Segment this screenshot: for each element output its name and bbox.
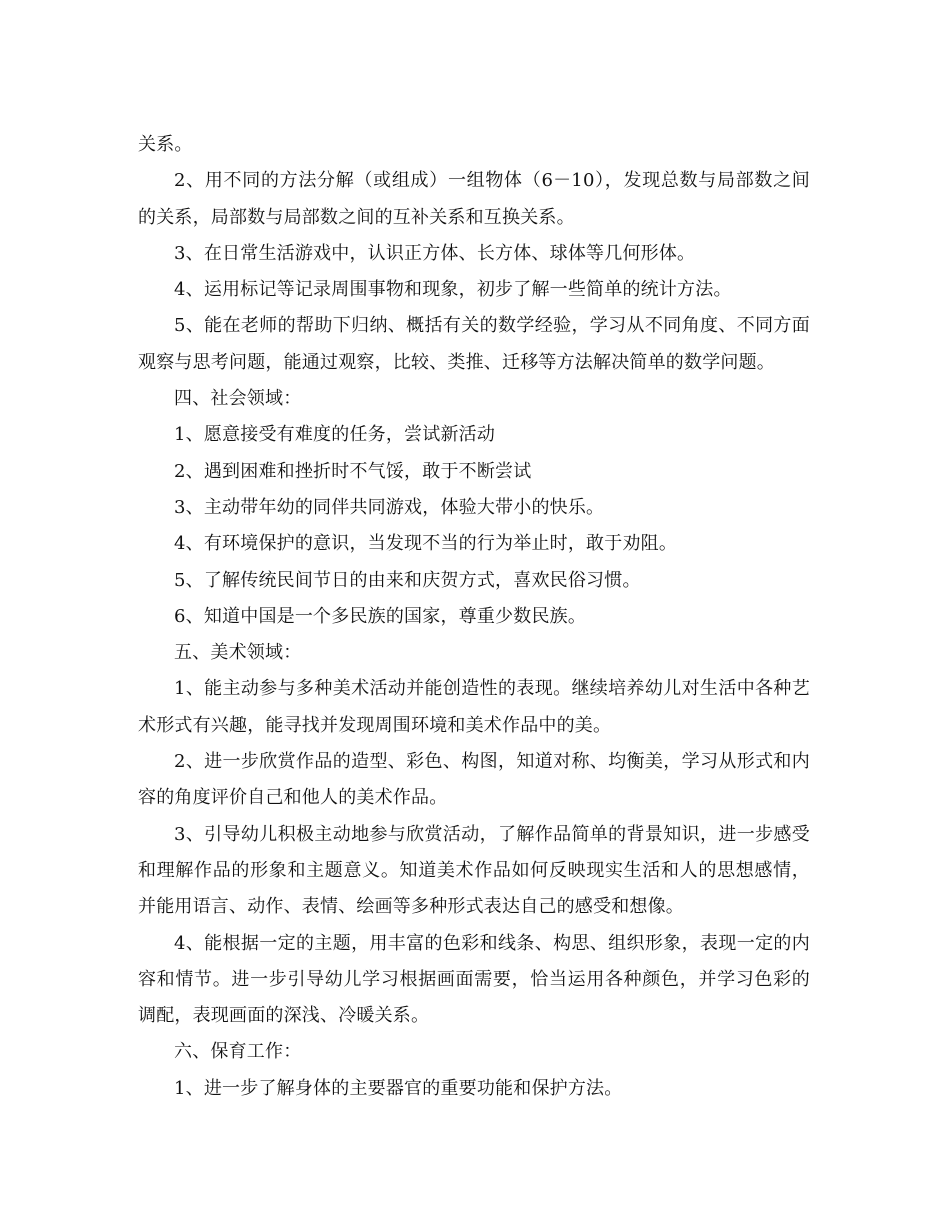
paragraph: 5、了解传统民间节日的由来和庆贺方式，喜欢民俗习惯。 — [174, 569, 641, 591]
paragraph: 1、进一步了解身体的主要器官的重要功能和保护方法。 — [174, 1077, 623, 1099]
paragraph: 2、遇到困难和挫折时不气馁，敢于不断尝试 — [174, 460, 532, 482]
paragraph: 4、能根据一定的主题，用丰富的色彩和线条、构思、组织形象，表现一定的内容和情节。进一步引导幼儿学习根据画面需要，恰当运用各种颜色，并学习色彩的调配，表现画面的深浅、冷暖关系。 — [138, 932, 810, 1027]
section-heading: 四、社会领域： — [174, 388, 302, 410]
section-heading: 六、保育工作： — [174, 1041, 302, 1063]
paragraph: 3、主动带年幼的同伴共同游戏，体验大带小的快乐。 — [174, 496, 605, 518]
document-body — [138, 127, 810, 1107]
paragraph: 4、有环境保护的意识，当发现不当的行为举止时，敢于劝阻。 — [174, 533, 678, 555]
paragraph: 关系。 — [138, 134, 193, 155]
paragraph: 1、能主动参与多种美术活动并能创造性的表现。继续培养幼儿对生活中各种艺术形式有兴趣，能寻找并发现周围环境和美术作品中的美。 — [138, 678, 810, 736]
paragraph: 2、进一步欣赏作品的造型、彩色、构图，知道对称、均衡美，学习从形式和内容的角度评价自己和他人的美术作品。 — [138, 751, 810, 809]
paragraph: 5、能在老师的帮助下归纳、概括有关的数学经验，学习从不同角度、不同方面观察与思考问题，能通过观察，比较、类推、迁移等方法解决简单的数学问题。 — [138, 315, 810, 373]
paragraph: 3、在日常生活游戏中，认识正方体、长方体、球体等几何形体。 — [174, 242, 696, 264]
paragraph: 6、知道中国是一个多民族的国家，尊重少数民族。 — [174, 605, 587, 627]
section-heading: 五、美术领域： — [174, 642, 302, 664]
paragraph: 2、用不同的方法分解（或组成）一组物体（6－10），发现总数与局部数之间的关系，局部数与局部数之间的互补关系和互换关系。 — [138, 170, 810, 228]
paragraph: 1、愿意接受有难度的任务，尝试新活动 — [174, 424, 496, 446]
paragraph: 3、引导幼儿积极主动地参与欣赏活动，了解作品简单的背景知识，进一步感受和理解作品的形象和主题意义。知道美术作品如何反映现实生活和人的思想感情，并能用语言、动作、表情、绘画等多种形式表达自己的感受和想像。 — [138, 823, 810, 918]
paragraph: 4、运用标记等记录周围事物和现象，初步了解一些简单的统计方法。 — [174, 279, 732, 301]
